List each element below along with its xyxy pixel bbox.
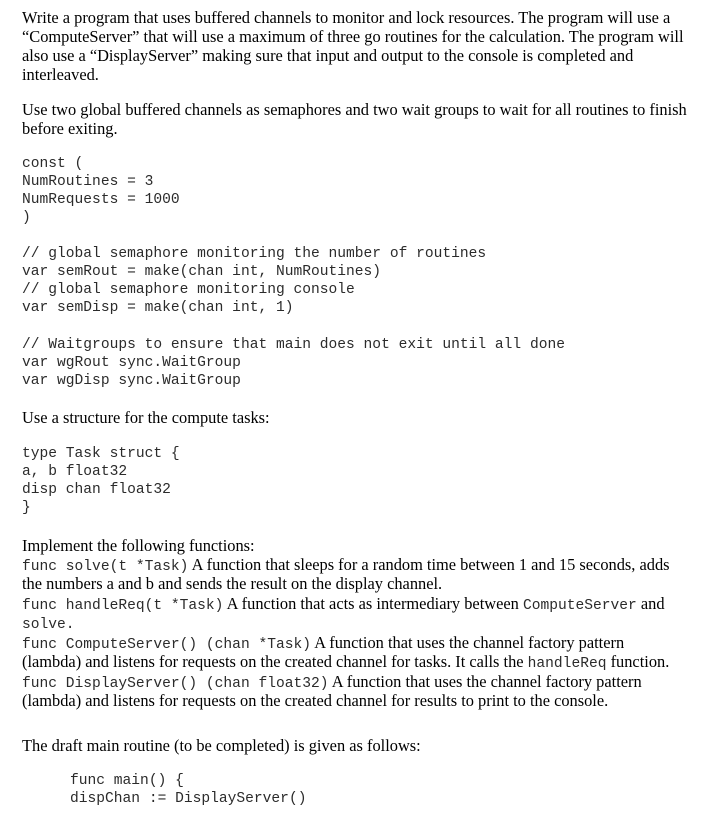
solve-description: A function that sleeps for a random time between 1 and 15 seconds, adds: [188, 555, 670, 574]
computeserver-text-a: (lambda) and listens for requests on the created channel for tasks. It calls the: [22, 652, 528, 671]
semaphore-paragraph-line-1: Use two global buffered channels as semaphores and two wait groups to wait for all routines to finish: [22, 100, 687, 119]
displayserver-line-2: (lambda) and listens for requests on the created channel for results to print to the console.: [22, 691, 609, 710]
displayserver-description: A function that uses the channel factory pattern: [328, 672, 642, 691]
code-semrout-line: var semRout = make(chan int, NumRoutines): [22, 264, 382, 280]
handlereq-description: A function that acts as intermediary between: [223, 594, 523, 613]
code-wgdisp-line: var wgDisp sync.WaitGroup: [22, 373, 241, 389]
structure-label: Use a structure for the compute tasks:: [22, 408, 270, 427]
code-const-close-line: ): [22, 210, 31, 226]
handlereq-computeserver-ref: ComputeServer: [522, 598, 637, 614]
code-func-main-line: func main() {: [70, 773, 184, 789]
handlereq-solve-ref: solve.: [22, 617, 75, 633]
code-task-ab-line: a, b float32: [22, 464, 128, 480]
intro-line-4: interleaved.: [22, 65, 99, 84]
displayserver-signature: func DisplayServer() (chan float32): [22, 676, 329, 692]
handlereq-and: and: [636, 594, 665, 613]
computeserver-signature: func ComputeServer() (chan *Task): [22, 637, 312, 653]
code-semdisp-line: var semDisp = make(chan int, 1): [22, 300, 294, 316]
code-const-line: const (: [22, 156, 84, 172]
handlereq-signature: func handleReq(t *Task): [22, 598, 224, 614]
code-comment-routines: // global semaphore monitoring the number of routines: [22, 246, 487, 262]
solve-signature: func solve(t *Task): [22, 559, 189, 575]
code-comment-console: // global semaphore monitoring console: [22, 282, 355, 298]
code-numrequests-line: NumRequests = 1000: [22, 192, 180, 208]
code-comment-waitgroups: // Waitgroups to ensure that main does not exit until all done: [22, 337, 565, 353]
handlereq-line-1: [22, 594, 665, 616]
code-task-disp-line: disp chan float32: [22, 482, 171, 498]
solve-line-2: the numbers a and b and sends the result on the display channel.: [22, 574, 443, 593]
handlereq-line-2: [22, 613, 75, 635]
main-intro: The draft main routine (to be completed) is given as follows:: [22, 736, 421, 755]
intro-line-2: “ComputeServer” that will use a maximum of three go routines for the calculation. The program will: [22, 27, 684, 46]
computeserver-description: A function that uses the channel factory pattern: [311, 633, 625, 652]
code-dispchan-line: dispChan := DisplayServer(): [70, 791, 307, 807]
code-type-task-line: type Task struct {: [22, 446, 180, 462]
semaphore-paragraph-line-2: before exiting.: [22, 119, 118, 138]
intro-line-1: Write a program that uses buffered channels to monitor and lock resources. The program will use a: [22, 8, 671, 27]
computeserver-line-2: [22, 652, 669, 674]
code-numroutines-line: NumRoutines = 3: [22, 174, 154, 190]
code-wgrout-line: var wgRout sync.WaitGroup: [22, 355, 241, 371]
computeserver-handlereq-ref: handleReq: [527, 656, 607, 672]
intro-line-3: also use a “DisplayServer” making sure that input and output to the console is completed and: [22, 46, 634, 65]
computeserver-text-b: function.: [606, 652, 670, 671]
code-task-close-line: }: [22, 500, 31, 516]
implement-heading: Implement the following functions:: [22, 536, 255, 555]
